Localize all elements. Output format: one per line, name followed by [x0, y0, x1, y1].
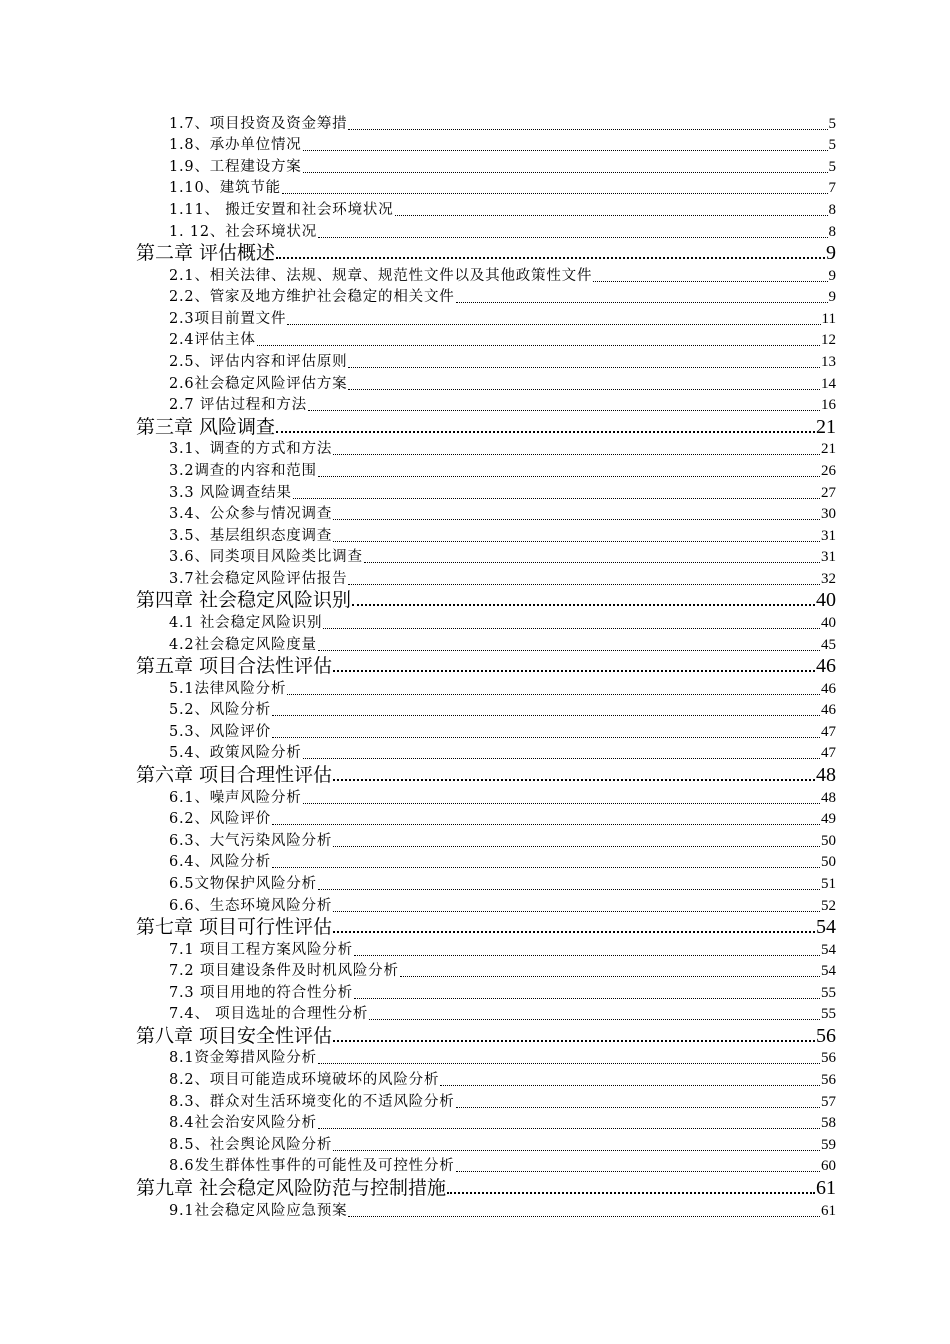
toc-section-entry[interactable] [136, 829, 836, 851]
toc-entry-label: 4.2社会稳定风险度量 [169, 636, 317, 653]
toc-section-entry[interactable] [136, 350, 836, 372]
toc-entry-label: 1.9、工程建设方案 [169, 158, 302, 175]
toc-page-number: 60 [821, 1158, 836, 1175]
dot-leader [348, 112, 827, 134]
toc-section-entry[interactable] [136, 786, 836, 808]
toc-entry-label: 7.2 项目建设条件及时机风险分析 [169, 963, 399, 980]
toc-entry-label: 3.1、调查的方式和方法 [169, 441, 333, 458]
dot-leader [456, 286, 828, 308]
dot-leader [287, 677, 820, 699]
dot-leader [318, 1112, 820, 1134]
toc-page-number: 55 [821, 984, 836, 1001]
toc-page-number: 31 [821, 549, 836, 566]
toc-section-entry[interactable] [136, 329, 836, 351]
toc-section-entry[interactable] [136, 1068, 836, 1090]
toc-entry-label: 第二章 评估概述 [136, 242, 276, 265]
dot-leader [400, 960, 820, 982]
toc-section-entry[interactable] [136, 872, 836, 894]
dot-leader [333, 503, 820, 525]
toc-page-number: 16 [821, 397, 836, 414]
dot-leader [293, 481, 820, 503]
toc-entry-label: 6.6、生态环境风险分析 [169, 897, 333, 914]
toc-entry-label: 6.5文物保护风险分析 [169, 875, 317, 892]
toc-section-entry[interactable] [136, 808, 836, 830]
toc-page-number: 46 [821, 702, 836, 719]
toc-page-number: 49 [821, 811, 836, 828]
toc-section-entry[interactable] [136, 981, 836, 1003]
toc-page-number: 54 [821, 963, 836, 980]
table-of-contents [136, 112, 836, 1221]
toc-page-number: 5 [828, 115, 836, 132]
toc-page-number: 59 [821, 1136, 836, 1153]
toc-page-number: 40 [816, 589, 836, 612]
toc-entry-label: 5.4、政策风险分析 [169, 745, 302, 762]
dot-leader [333, 655, 815, 678]
toc-page-number: 8 [828, 201, 836, 218]
toc-entry-label: 2.2、管家及地方维护社会稳定的相关文件 [169, 289, 455, 306]
toc-chapter-entry[interactable] [136, 916, 836, 939]
toc-chapter-entry[interactable] [136, 1176, 836, 1199]
toc-section-entry[interactable] [136, 112, 836, 134]
dot-leader [318, 459, 820, 481]
toc-section-entry[interactable] [136, 307, 836, 329]
toc-page-number: 30 [821, 506, 836, 523]
toc-page-number: 9 [828, 267, 836, 284]
dot-leader [333, 1133, 820, 1155]
toc-entry-label: 3.4、公众参与情况调查 [169, 506, 333, 523]
toc-entry-label: 6.3、大气污染风险分析 [169, 832, 333, 849]
toc-entry-label: 2.4评估主体 [169, 332, 256, 349]
toc-section-entry[interactable] [136, 286, 836, 308]
toc-page-number: 47 [821, 723, 836, 740]
toc-entry-label: 1. 12、社会环境状况 [169, 223, 317, 240]
toc-page-number: 54 [816, 916, 836, 938]
toc-entry-label: 6.1、噪声风险分析 [169, 789, 302, 806]
toc-section-entry[interactable] [136, 699, 836, 721]
toc-section-entry[interactable] [136, 1090, 836, 1112]
dot-leader [276, 415, 815, 438]
toc-page-number: 5 [828, 158, 836, 175]
toc-entry-label: 7.4、 项目选址的合理性分析 [169, 1006, 369, 1023]
toc-entry-label: 2.1、相关法律、法规、规章、规范性文件以及其他政策性文件 [169, 267, 593, 284]
toc-entry-label: 2.7 评估过程和方法 [169, 397, 307, 414]
toc-page-number: 48 [816, 763, 836, 786]
toc-section-entry[interactable] [136, 1155, 836, 1177]
toc-entry-label: 第七章 项目可行性评估 [136, 916, 333, 938]
toc-section-entry[interactable] [136, 1047, 836, 1069]
toc-page-number: 9 [826, 242, 836, 265]
toc-entry-label: 3.2调查的内容和范围 [169, 462, 317, 479]
dot-leader [308, 394, 820, 416]
toc-section-entry[interactable] [136, 155, 836, 177]
toc-chapter-entry[interactable] [136, 1024, 836, 1047]
toc-page-number: 11 [821, 310, 836, 327]
toc-section-entry[interactable] [136, 742, 836, 764]
dot-leader [440, 1068, 820, 1090]
dot-leader [333, 763, 815, 786]
dot-leader [272, 808, 820, 830]
toc-section-entry[interactable] [136, 1133, 836, 1155]
toc-page-number: 12 [821, 332, 836, 349]
toc-page-number: 14 [821, 375, 836, 392]
toc-entry-label: 5.3、风险评价 [169, 723, 271, 740]
toc-page-number: 50 [821, 832, 836, 849]
dot-leader [348, 350, 820, 372]
toc-page-number: 46 [816, 655, 836, 678]
toc-page-number: 31 [821, 527, 836, 544]
toc-entry-label: 8.5、社会舆论风险分析 [169, 1136, 333, 1153]
dot-leader [282, 177, 828, 199]
toc-entry-label: 2.6社会稳定风险评估方案 [169, 375, 348, 392]
toc-section-entry[interactable] [136, 177, 836, 199]
dot-leader [395, 198, 828, 220]
toc-entry-label: 8.1资金筹措风险分析 [169, 1050, 317, 1067]
dot-leader [333, 894, 820, 916]
toc-section-entry[interactable] [136, 1003, 836, 1025]
toc-entry-label: 1.11、 搬迁安置和社会环境状况 [169, 201, 394, 218]
dot-leader [272, 699, 820, 721]
toc-page-number: 46 [821, 680, 836, 697]
toc-section-entry[interactable] [136, 264, 836, 286]
dot-leader [333, 524, 820, 546]
toc-page-number: 13 [821, 354, 836, 371]
dot-leader [593, 264, 827, 286]
toc-entry-label: 6.2、风险评价 [169, 811, 271, 828]
toc-section-entry[interactable] [136, 938, 836, 960]
toc-page-number: 8 [828, 223, 836, 240]
toc-page-number: 7 [828, 180, 836, 197]
toc-page-number: 52 [821, 897, 836, 914]
toc-section-entry[interactable] [136, 198, 836, 220]
dot-leader [272, 851, 820, 873]
dot-leader [303, 742, 820, 764]
dot-leader [276, 242, 825, 265]
toc-page-number: 5 [828, 137, 836, 154]
toc-page-number: 55 [821, 1006, 836, 1023]
toc-chapter-entry[interactable] [136, 589, 836, 612]
toc-chapter-entry[interactable] [136, 655, 836, 678]
toc-entry-label: 1.10、建筑节能 [169, 180, 281, 197]
toc-page-number: 56 [821, 1072, 836, 1089]
toc-entry-label: 3.5、基层组织态度调查 [169, 527, 333, 544]
dot-leader [369, 1003, 820, 1025]
toc-chapter-entry[interactable] [136, 763, 836, 786]
dot-leader [303, 786, 820, 808]
toc-page-number: 40 [821, 614, 836, 631]
dot-leader [323, 611, 820, 633]
toc-entry-label: 1.8、承办单位情况 [169, 137, 302, 154]
toc-page-number: 9 [828, 289, 836, 306]
toc-page-number: 61 [816, 1176, 836, 1199]
toc-entry-label: 第三章 风险调查 [136, 415, 276, 438]
dot-leader [352, 589, 815, 612]
toc-section-entry[interactable] [136, 524, 836, 546]
toc-entry-label: 5.1法律风险分析 [169, 680, 287, 697]
toc-entry-label: 9.1社会稳定风险应急预案 [169, 1202, 348, 1219]
toc-section-entry[interactable] [136, 1112, 836, 1134]
toc-page-number: 47 [821, 745, 836, 762]
dot-leader [303, 134, 828, 156]
toc-entry-label: 第四章 社会稳定风险识别 [136, 589, 352, 612]
toc-page-number: 56 [821, 1050, 836, 1067]
toc-section-entry[interactable] [136, 372, 836, 394]
toc-entry-label: 第八章 项目安全性评估 [136, 1024, 333, 1047]
toc-page-number: 48 [821, 789, 836, 806]
dot-leader [348, 372, 820, 394]
toc-entry-label: 8.6发生群体性事件的可能性及可控性分析 [169, 1158, 455, 1175]
dot-leader [303, 155, 828, 177]
toc-chapter-entry[interactable] [136, 415, 836, 438]
toc-entry-label: 2.3项目前置文件 [169, 310, 287, 327]
toc-page-number: 45 [821, 636, 836, 653]
toc-entry-label: 3.7社会稳定风险评估报告 [169, 570, 348, 587]
toc-entry-label: 5.2、风险分析 [169, 702, 271, 719]
toc-entry-label: 7.3 项目用地的符合性分析 [169, 984, 353, 1001]
dot-leader [333, 438, 820, 460]
toc-page-number: 50 [821, 854, 836, 871]
toc-section-entry[interactable] [136, 611, 836, 633]
toc-entry-label: 8.3、群众对生活环境变化的不适风险分析 [169, 1093, 455, 1110]
dot-leader [456, 1155, 820, 1177]
toc-entry-label: 8.2、项目可能造成环境破坏的风险分析 [169, 1072, 440, 1089]
toc-section-entry[interactable] [136, 503, 836, 525]
toc-section-entry[interactable] [136, 220, 836, 242]
toc-entry-label: 6.4、风险分析 [169, 854, 271, 871]
toc-page-number: 21 [816, 415, 836, 438]
toc-page-number: 61 [821, 1202, 836, 1219]
dot-leader [333, 1024, 815, 1047]
toc-section-entry[interactable] [136, 1199, 836, 1221]
toc-page-number: 56 [816, 1024, 836, 1047]
toc-entry-label: 第六章 项目合理性评估 [136, 763, 333, 786]
toc-section-entry[interactable] [136, 960, 836, 982]
toc-section-entry[interactable] [136, 546, 836, 568]
toc-entry-label: 3.3 风险调查结果 [169, 484, 292, 501]
toc-page-number: 21 [821, 441, 836, 458]
dot-leader [257, 329, 820, 351]
toc-chapter-entry[interactable] [136, 242, 836, 265]
dot-leader [447, 1176, 815, 1199]
dot-leader [333, 829, 820, 851]
toc-section-entry[interactable] [136, 134, 836, 156]
dot-leader [354, 981, 820, 1003]
toc-entry-label: 7.1 项目工程方案风险分析 [169, 941, 353, 958]
toc-page-number: 51 [821, 875, 836, 892]
toc-section-entry[interactable] [136, 633, 836, 655]
dot-leader [318, 220, 828, 242]
dot-leader [318, 633, 820, 655]
toc-entry-label: 4.1 社会稳定风险识别 [169, 614, 323, 631]
toc-entry-label: 8.4社会治安风险分析 [169, 1115, 317, 1132]
dot-leader [318, 872, 820, 894]
toc-page-number: 57 [821, 1093, 836, 1110]
toc-section-entry[interactable] [136, 677, 836, 699]
toc-section-entry[interactable] [136, 894, 836, 916]
dot-leader [318, 1047, 820, 1069]
toc-section-entry[interactable] [136, 438, 836, 460]
toc-entry-label: 3.6、同类项目风险类比调查 [169, 549, 363, 566]
toc-page-number: 26 [821, 462, 836, 479]
toc-section-entry[interactable] [136, 720, 836, 742]
dot-leader [354, 938, 820, 960]
dot-leader [348, 567, 820, 589]
dot-leader [333, 916, 815, 939]
dot-leader [456, 1090, 820, 1112]
dot-leader [348, 1199, 820, 1221]
toc-entry-label: 1.7、项目投资及资金筹措 [169, 115, 348, 132]
toc-page-number: 32 [821, 570, 836, 587]
toc-entry-label: 第九章 社会稳定风险防范与控制措施 [136, 1176, 447, 1199]
toc-section-entry[interactable] [136, 394, 836, 416]
toc-section-entry[interactable] [136, 481, 836, 503]
toc-page-number: 58 [821, 1115, 836, 1132]
toc-entry-label: 第五章 项目合法性评估 [136, 655, 333, 678]
toc-section-entry[interactable] [136, 851, 836, 873]
toc-section-entry[interactable] [136, 459, 836, 481]
toc-section-entry[interactable] [136, 567, 836, 589]
toc-page-number: 54 [821, 941, 836, 958]
dot-leader [272, 720, 820, 742]
toc-entry-label: 2.5、评估内容和评估原则 [169, 354, 348, 371]
toc-page-number: 27 [821, 484, 836, 501]
dot-leader [287, 307, 820, 329]
dot-leader [364, 546, 820, 568]
